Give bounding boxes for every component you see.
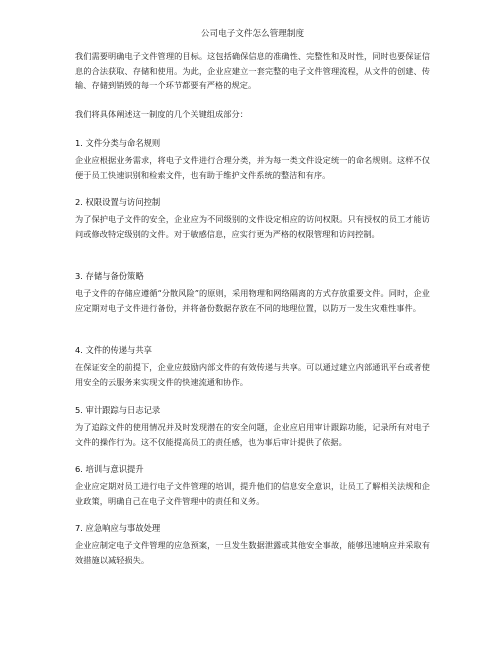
intro-paragraph: 我们需要明确电子文件管理的目标。这包括确保信息的准确性、完整性和及时性，同时也要保证信息的合法获取、存储和使用。为此，企业应建立一套完整的电子文件管理流程，从文件的创建、传输、存储到销毁的每一个环节都要有严格的规定。: [75, 51, 430, 90]
intro-lead-paragraph: 我们将具体阐述这一制度的几个关键组成部分：: [75, 109, 248, 119]
section-3-heading: 3. 存储与备份策略: [75, 271, 144, 281]
section-3-body: 电子文件的存储应遵循“分散风险”的原则，采用物理和网络隔离的方式存放重要文件。同时，企业应定期对电子文件进行备份，并将备份数据存放在不同的地理位置，以防万一发生灾难性事件。: [75, 288, 430, 313]
section-1-body: 企业应根据业务需求，将电子文件进行合理分类，并为每一类文件设定统一的命名规则。这样不仅便于员工快速识别和检索文件，也有助于维护文件系统的整洁和有序。: [75, 155, 430, 180]
section-1-heading: 1. 文件分类与命名规则: [75, 138, 161, 148]
section-7-heading: 7. 应急响应与事故处理: [75, 523, 161, 533]
section-5-heading: 5. 审计跟踪与日志记录: [75, 405, 161, 415]
section-6-heading: 6. 培训与意识提升: [75, 464, 144, 474]
section-6-body: 企业应定期对员工进行电子文件管理的培训，提升他们的信息安全意识，让员工了解相关法规和企业政策，明确自己在电子文件管理中的责任和义务。: [75, 481, 430, 506]
section-2-body: 为了保护电子文件的安全，企业应为不同级别的文件设定相应的访问权限。只有授权的员工才能访问或修改特定级别的文件。对于敏感信息，应实行更为严格的权限管理和访问控制。: [75, 214, 430, 239]
document-title: 公司电子文件怎么管理制度: [200, 29, 305, 39]
section-7-body: 企业应制定电子文件管理的应急预案，一旦发生数据泄露或其他安全事故，能够迅速响应并采取有效措施以减轻损失。: [75, 540, 430, 565]
section-4-body: 在保证安全的前提下，企业应鼓励内部文件的有效传递与共享。可以通过建立内部通讯平台或者使用安全的云服务来实现文件的快速流通和协作。: [75, 362, 430, 387]
section-5-body: 为了追踪文件的使用情况并及时发现潜在的安全问题，企业应启用审计跟踪功能，记录所有对电子文件的操作行为。这不仅能提高员工的责任感，也为事后审计提供了依据。: [75, 422, 430, 447]
section-4-heading: 4. 文件的传递与共享: [75, 345, 152, 355]
section-2-heading: 2. 权限设置与访问控制: [75, 197, 161, 207]
